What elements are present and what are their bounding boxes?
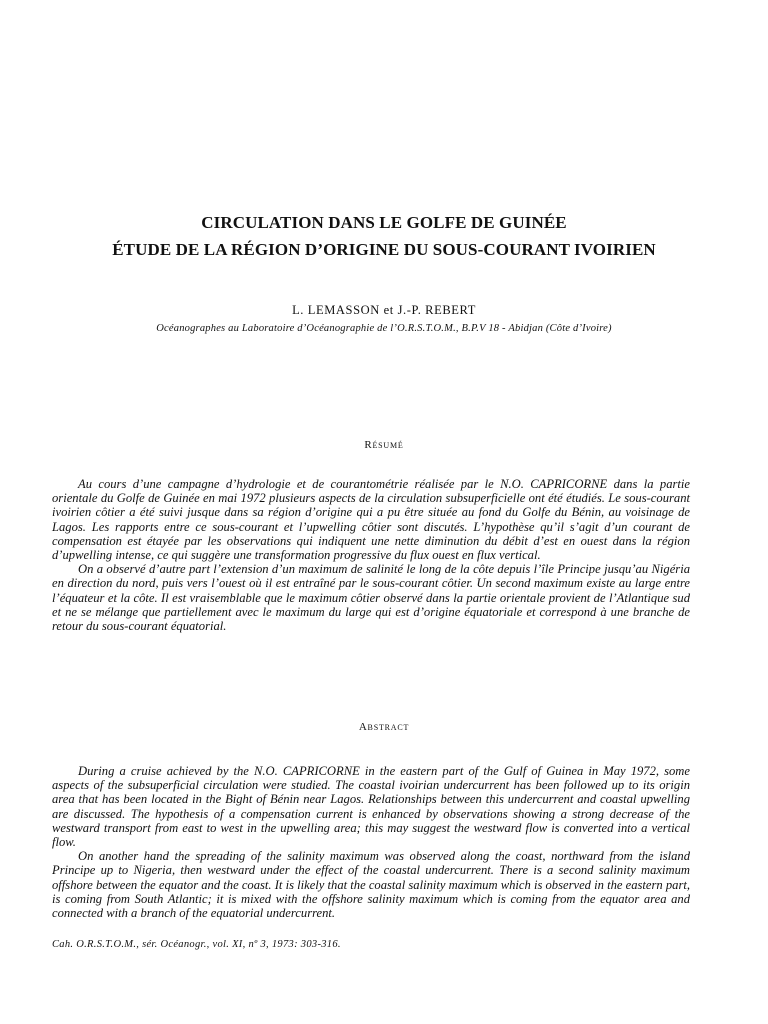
- abstract-paragraph-1: During a cruise achieved by the N.O. CAPRICORNE in the eastern part of the Gulf of Guinea in May 1972, some aspects of the subsuperficial circulation were studied. The coastal ivoirian undercurrent has been followed up to its origin area that has been located in the Bight of Bénin near Lagos. Relationships between this undercurrent and coastal upwelling are discussed. The hypothesis of a compensation current is enhanced by observations showing a strong decrease of the westward transport from east to west in the upwelling area; this may suggest the westward flow is converted into a vertical flow.: [52, 764, 690, 850]
- affiliation: Océanographes au Laboratoire d’Océanographie de l’O.R.S.T.O.M., B.P.V 18 - Abidjan (Côte d’Ivoire): [156, 323, 612, 334]
- paper-title-line-2: ÉTUDE DE LA RÉGION D’ORIGINE DU SOUS-COURANT IVOIRIEN: [112, 240, 656, 259]
- resume-paragraph-2: On a observé d’autre part l’extension d’un maximum de salinité le long de la côte depuis l’île Principe jusqu’au Nigéria en direction du nord, puis vers l’ouest où il est entraîné par le sous-courant côtier. Un second maximum existe au large entre l’équateur et la côte. Il est vraisemblable que le maximum côtier observé dans la partie orientale provient de l’Atlantique sud et ne se mélange que partiellement avec le maximum du large qui est d’origine équatoriale et correspond à une branche de retour du sous-courant équatorial.: [52, 562, 690, 634]
- resume-section: [52, 477, 690, 633]
- resume-paragraph-1: Au cours d’une campagne d’hydrologie et de courantométrie réalisée par le N.O. CAPRICORNE dans la partie orientale du Golfe de Guinée en mai 1972 plusieurs aspects de la circulation subsuperficielle ont été étudiés. Le sous-courant ivoirien côtier a été suivi jusque dans sa région d’origine qui a pu être située au fond du Golfe du Bénin, au voisinage de Lagos. Les rapports entre ce sous-courant et l’upwelling côtier sont discutés. L’hypothèse qu’il s’agit d’un courant de compensation est étayée par les observations qui indiquent une nette diminution du débit d’est en ouest dans la région d’upwelling intense, ce qui suggère une transformation progressive du flux ouest en flux vertical.: [52, 477, 690, 563]
- journal-citation: Cah. O.R.S.T.O.M., sér. Océanogr., vol. XI, nº 3, 1973: 303-316.: [52, 939, 341, 950]
- abstract-heading: Abstract: [358, 721, 410, 733]
- authors: L. LEMASSON et J.-P. REBERT: [292, 303, 476, 317]
- resume-heading: Résumé: [364, 439, 404, 451]
- abstract-section: [52, 764, 690, 920]
- paper-title-line-1: CIRCULATION DANS LE GOLFE DE GUINÉE: [201, 213, 567, 232]
- abstract-paragraph-2: On another hand the spreading of the salinity maximum was observed along the coast, northward from the island Principe up to Nigeria, then westward under the effect of the coastal undercurrent. There is a second salinity maximum offshore between the equator and the coast. It is likely that the coastal salinity maximum which is observed in the eastern part, is coming from South Atlantic; it is mixed with the offshore salinity maximum which is coming from the equator area and connected with a branch of the equatorial undercurrent.: [52, 849, 690, 921]
